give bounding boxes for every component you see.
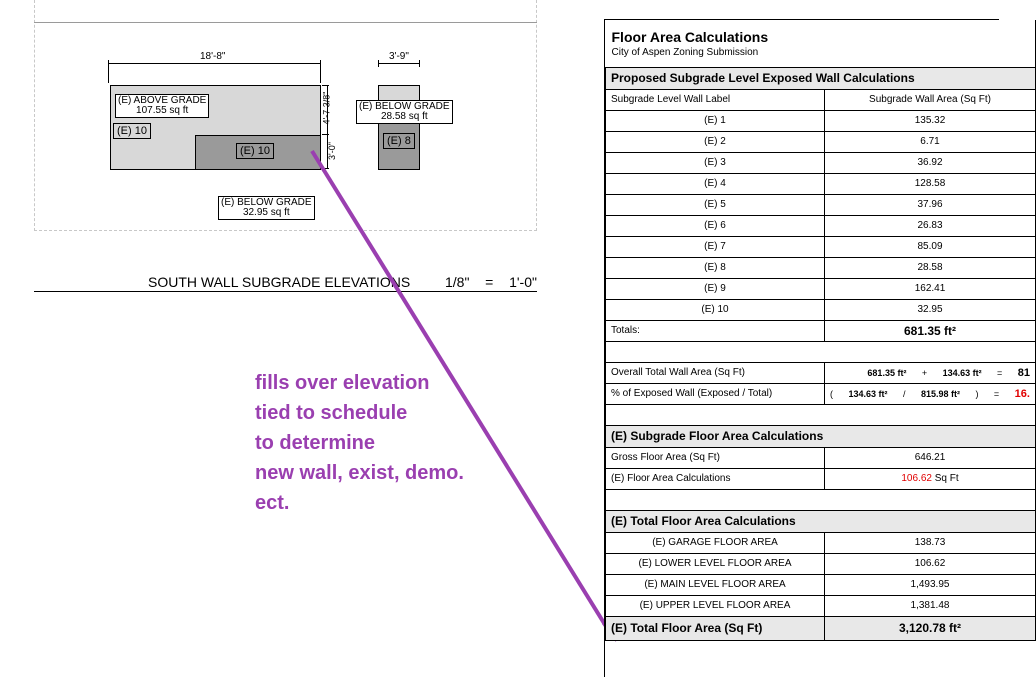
table-row[interactable] [606, 278, 1036, 299]
wall-label: (E) 4 [606, 173, 825, 194]
wall-area: 28.58 [825, 257, 1036, 278]
exposed-wall-row [606, 383, 1036, 404]
floor-label: (E) UPPER LEVEL FLOOR AREA [606, 595, 825, 616]
exposed-b: 815.98 ft² [920, 388, 960, 399]
exposed-close: ) [975, 388, 979, 399]
wall-label: (E) 10 [606, 299, 825, 320]
annotation-line: tied to schedule [255, 402, 408, 424]
below-grade-small-area: 28.58 sq ft [380, 111, 428, 122]
annotation-line: new wall, exist, demo. [255, 462, 464, 484]
wall-area: 6.71 [825, 131, 1036, 152]
table-row[interactable] [606, 236, 1036, 257]
wall-label: (E) 3 [606, 152, 825, 173]
wall-area: 162.41 [825, 278, 1036, 299]
exposed-label: % of Exposed Wall (Exposed / Total) [606, 383, 825, 404]
totals-label: Totals: [606, 320, 825, 341]
scale-right: 1'-0" [509, 274, 537, 290]
gross-value: 646.21 [825, 447, 1036, 468]
calc-unit: Sq Ft [934, 473, 959, 484]
table-row[interactable] [606, 173, 1036, 194]
dim-height-upper: 4'-7 3/8" [321, 91, 332, 125]
spacer-row [606, 341, 1036, 362]
overall-label: Overall Total Wall Area (Sq Ft) [606, 362, 825, 383]
arrow-line [312, 151, 612, 636]
wall-area: 128.58 [825, 173, 1036, 194]
wall-label: (E) 6 [606, 215, 825, 236]
scale-left: 1/8" [445, 274, 470, 290]
dim-width-small: 3'-9" [389, 51, 409, 62]
table-row[interactable] [606, 152, 1036, 173]
exposed-eq: = [993, 388, 1000, 399]
table-row[interactable] [606, 257, 1036, 278]
table-row[interactable] [606, 215, 1036, 236]
schedule-subtitle: City of Aspen Zoning Submission [611, 46, 759, 58]
table-row[interactable] [606, 131, 1036, 152]
overall-wall-area-row [606, 362, 1036, 383]
wall-label: (E) 7 [606, 236, 825, 257]
above-grade-area: 107.55 sq ft [136, 105, 189, 116]
wall-area: 85.09 [825, 236, 1036, 257]
exposed-op: / [902, 388, 906, 399]
table-row[interactable] [606, 299, 1036, 320]
table-row[interactable] [606, 574, 1036, 595]
schedule-title: Floor Area Calculations [611, 28, 769, 45]
wall-label: (E) 1 [606, 110, 825, 131]
calc-value: 106.62 [901, 473, 932, 484]
table-row[interactable] [606, 553, 1036, 574]
section-header-total-floor: (E) Total Floor Area Calculations [606, 510, 1036, 532]
wall-area: 36.92 [825, 152, 1036, 173]
annotation-line: fills over elevation [255, 372, 430, 394]
exposed-formula [825, 383, 1036, 404]
overall-b: 134.63 ft² [942, 367, 982, 378]
gross-label: Gross Floor Area (Sq Ft) [606, 447, 825, 468]
table-row[interactable] [606, 110, 1036, 131]
floor-area-schedule [604, 19, 1030, 677]
exposed-result: 16. [1014, 387, 1030, 400]
below-grade-main-area: 32.95 sq ft [242, 207, 290, 218]
calc-cell [825, 468, 1036, 489]
above-grade-title: (E) ABOVE GRADE [118, 95, 207, 106]
table-row[interactable] [606, 532, 1036, 553]
dim-width-main: 18'-8" [200, 51, 226, 62]
wall-label: (E) 9 [606, 278, 825, 299]
floor-label: (E) LOWER LEVEL FLOOR AREA [606, 553, 825, 574]
spacer-row [606, 404, 1036, 425]
overall-op: + [921, 367, 928, 378]
floor-area-calc-row [606, 468, 1036, 489]
col-header-area: Subgrade Wall Area (Sq Ft) [825, 89, 1036, 110]
exposed-a: 134.63 ft² [848, 388, 888, 399]
dim-height-lower: 3'-0" [326, 142, 337, 160]
annotation-line: ect. [255, 492, 290, 514]
calc-label: (E) Floor Area Calculations [606, 468, 825, 489]
totals-row [606, 320, 1036, 341]
wall-label: (E) 5 [606, 194, 825, 215]
overall-a: 681.35 ft² [867, 367, 907, 378]
below-grade-main-title: (E) BELOW GRADE [221, 197, 312, 208]
scale-eq: = [485, 274, 494, 290]
wall-area: 32.95 [825, 299, 1036, 320]
elevation-title: SOUTH WALL SUBGRADE ELEVATIONS [148, 274, 411, 290]
floor-label: (E) MAIN LEVEL FLOOR AREA [606, 574, 825, 595]
schedule-title-row [606, 20, 1036, 67]
overall-eq: = [997, 367, 1003, 378]
floor-label: (E) GARAGE FLOOR AREA [606, 532, 825, 553]
overall-result: 81 [1017, 366, 1030, 379]
gross-floor-area-row [606, 447, 1036, 468]
total-floor-area-row [606, 616, 1036, 640]
below-grade-small-title: (E) BELOW GRADE [359, 101, 450, 112]
spacer-row [606, 489, 1036, 510]
floor-value: 138.73 [825, 532, 1036, 553]
totals-value: 681.35 ft² [825, 320, 1036, 341]
overall-formula [825, 362, 1036, 383]
floor-value: 1,381.48 [825, 595, 1036, 616]
total-floor-value: 3,120.78 ft² [825, 616, 1036, 640]
table-row[interactable] [606, 194, 1036, 215]
annotation-line: to determine [255, 432, 376, 454]
col-header-label: Subgrade Level Wall Label [606, 89, 825, 110]
floor-value: 1,493.95 [825, 574, 1036, 595]
wall-area: 26.83 [825, 215, 1036, 236]
wall-label: (E) 8 [606, 257, 825, 278]
wall-label: (E) 2 [606, 131, 825, 152]
floor-value: 106.62 [825, 553, 1036, 574]
wall-area: 37.96 [825, 194, 1036, 215]
wall-area: 135.32 [825, 110, 1036, 131]
table-row[interactable] [606, 595, 1036, 616]
wall-tag-e10-dark[interactable]: (E) 10 [236, 143, 274, 159]
total-floor-label: (E) Total Floor Area (Sq Ft) [606, 616, 825, 640]
section-header-subgrade-floor: (E) Subgrade Floor Area Calculations [606, 425, 1036, 447]
section-header-wall: Proposed Subgrade Level Exposed Wall Calculations [606, 67, 1036, 89]
wall-tag-e10-left[interactable]: (E) 10 [113, 123, 151, 139]
wall-tag-e8[interactable]: (E) 8 [383, 133, 415, 149]
exposed-open: ( [830, 388, 833, 399]
column-header-row [606, 89, 1036, 110]
